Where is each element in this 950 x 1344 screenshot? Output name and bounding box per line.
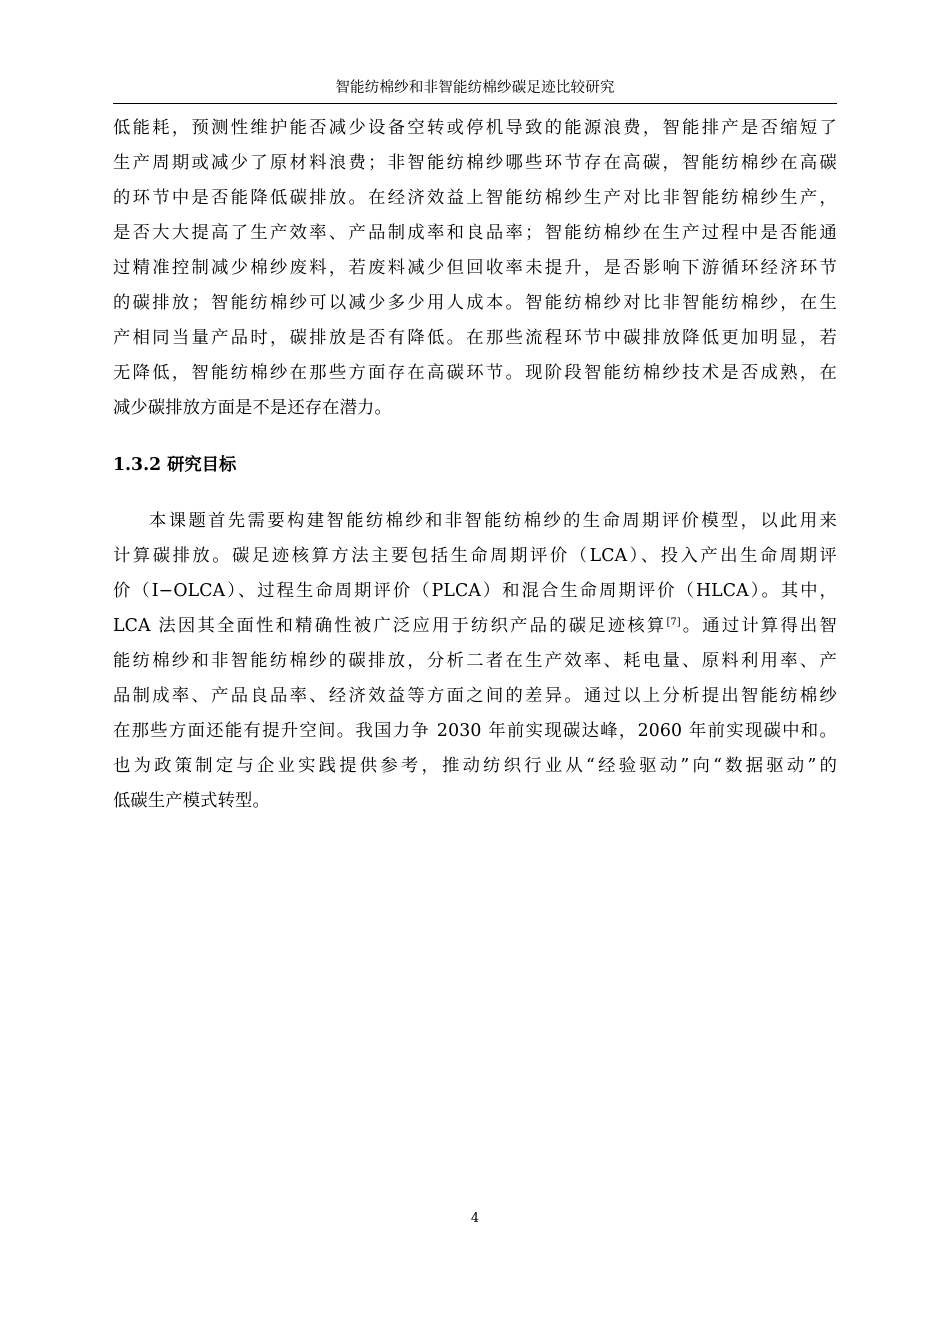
text-line: 低能耗，预测性维护能否减少设备空转或停机导致的能源浪费，智能排产是否缩短了: [113, 118, 837, 138]
text-line: 计算碳排放。碳足迹核算方法主要包括生命周期评价（LCA）、投入产出生命周期评: [113, 546, 837, 566]
citation-reference: [7]: [666, 617, 681, 628]
text-line: 无降低，智能纺棉纱在那些方面存在高碳环节。现阶段智能纺棉纱技术是否成熟，在: [113, 363, 837, 383]
text-line: 也为政策制定与企业实践提供参考，推动纺织行业从“经验驱动”向“数据驱动”的: [113, 756, 837, 776]
page-number: 4: [470, 1211, 480, 1226]
text-segment: LCA 法因其全面性和精确性被广泛应用于纺织产品的碳足迹核算: [113, 616, 667, 636]
text-line: 能纺棉纱和非智能纺棉纱的碳排放，分析二者在生产效率、耗电量、原料利用率、产: [113, 651, 837, 671]
body-paragraph-1: [113, 111, 837, 426]
text-line: 品制成率、产品良品率、经济效益等方面之间的差异。通过以上分析提出智能纺棉纱: [113, 686, 837, 706]
text-line: 本课题首先需要构建智能纺棉纱和非智能纺棉纱的生命周期评价模型，以此用来: [149, 511, 837, 531]
text-line: 生产周期或减少了原材料浪费；非智能纺棉纱哪些环节存在高碳，智能纺棉纱在高碳: [113, 153, 837, 173]
header-divider: [113, 103, 837, 104]
text-line: 减少碳排放方面是不是还存在潜力。: [113, 398, 392, 418]
text-line: 的碳排放；智能纺棉纱可以减少多少用人成本。智能纺棉纱对比非智能纺棉纱，在生: [113, 293, 837, 313]
body-paragraph-2: [113, 504, 837, 819]
text-line: 的环节中是否能降低碳排放。在经济效益上智能纺棉纱生产对比非智能纺棉纱生产，: [113, 188, 837, 208]
section-heading: 1.3.2 研究目标: [113, 455, 237, 475]
text-segment: 。通过计算得出智: [680, 616, 837, 636]
text-line: 在那些方面还能有提升空间。我国力争 2030 年前实现碳达峰，2060 年前实现碳中和。: [113, 721, 837, 741]
text-line-with-citation: [113, 609, 837, 644]
text-line: 是否大大提高了生产效率、产品制成率和良品率；智能纺棉纱在生产过程中是否能通: [113, 223, 837, 243]
text-line: 过精准控制减少棉纱废料，若废料减少但回收率未提升，是否影响下游循环经济环节: [113, 258, 837, 278]
running-header: 智能纺棉纱和非智能纺棉纱碳足迹比较研究: [335, 80, 615, 96]
text-line: 低碳生产模式转型。: [113, 791, 270, 811]
text-line: 产相同当量产品时，碳排放是否有降低。在那些流程环节中碳排放降低更加明显，若: [113, 328, 837, 348]
text-line: 价（I−OLCA）、过程生命周期评价（PLCA）和混合生命周期评价（HLCA）。其中，: [113, 581, 837, 601]
